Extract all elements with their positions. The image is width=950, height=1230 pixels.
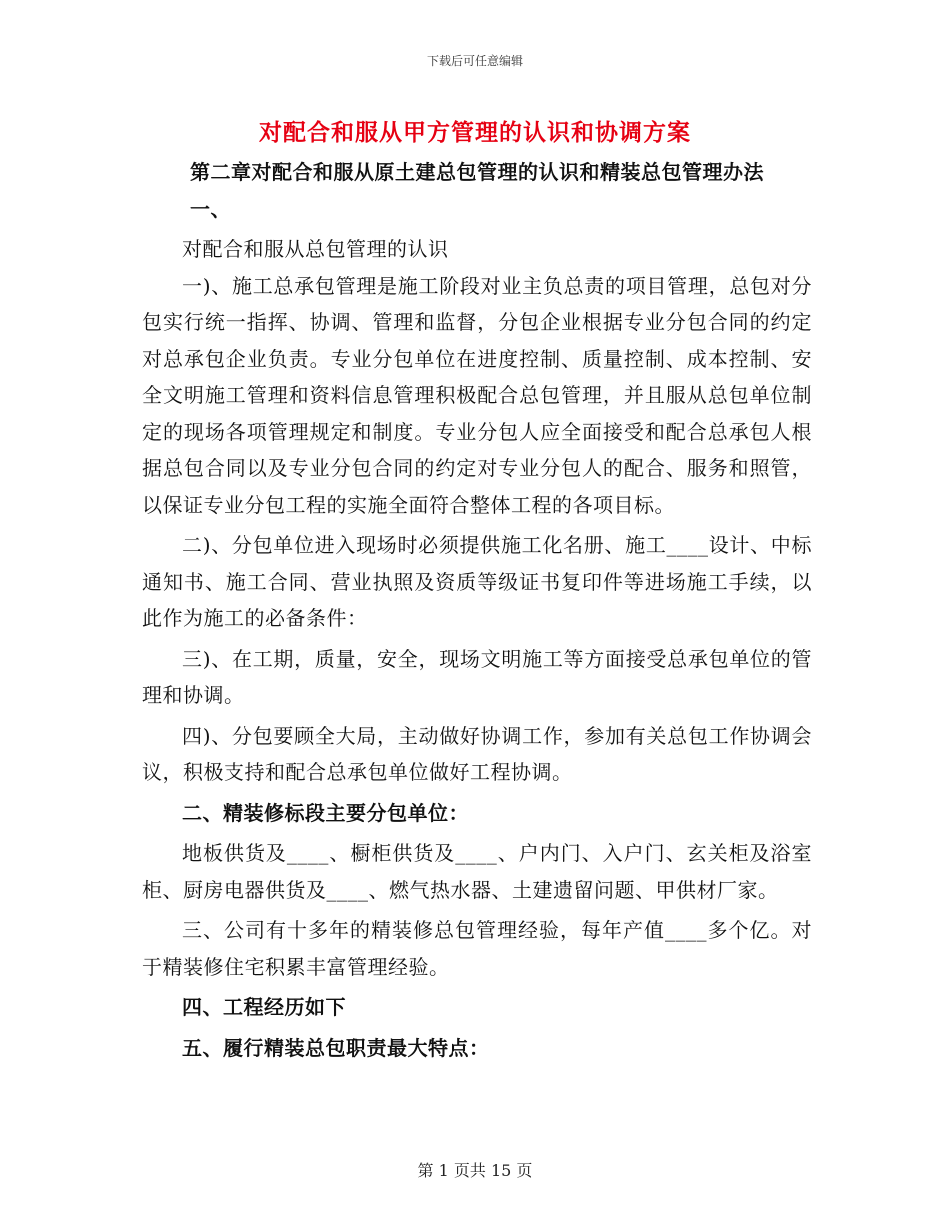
section-5-heading: 五、履行精装总包职责最大特点： <box>182 1035 490 1060</box>
section-2-heading: 二、精装修标段主要分包单位： <box>182 800 469 825</box>
document-body <box>142 154 812 1066</box>
paragraph-2: 二)、分包单位进入现场时必须提供施工化名册、施工____设计、中标通知书、施工合同、营业执照及资质等级证书复印件等进场施工手续，以此作为施工的必备条件： <box>142 533 812 630</box>
paragraph-6: 三、公司有十多年的精装修总包管理经验，每年产值____多个亿。对于精装修住宅积累丰富管理经验。 <box>142 918 812 979</box>
document-title: 对配合和服从甲方管理的认识和协调方案 <box>259 119 691 146</box>
paragraph-1: 一)、施工总承包管理是施工阶段对业主负总责的项目管理，总包对分包实行统一指挥、协调、管理和监督，分包企业根据专业分包合同的约定对总承包企业负责。专业分包单位在进度控制、质量控制、成本控制、安全文明施工管理和资料信息管理积极配合总包管理，并且服从总包单位制定的现场各项管理规定和制度。专业分包人应全面接受和配合总承包人根据总包合同以及专业分包合同的约定对专业分包人的配合、服务和照管，以保证专业分包工程的实施全面符合整体工程的各项目标。 <box>142 273 812 517</box>
section-1-subheading: 对配合和服从总包管理的认识 <box>182 237 449 261</box>
chapter-heading: 第二章对配合和服从原土建总包管理的认识和精装总包管理办法 <box>190 160 764 184</box>
paragraph-4: 四)、分包要顾全大局，主动做好协调工作，参加有关总包工作协调会议，积极支持和配合总承包单位做好工程协调。 <box>142 723 812 784</box>
page-header: 下载后可任意编辑 <box>426 54 523 68</box>
paragraph-3: 三)、在工期，质量，安全，现场文明施工等方面接受总承包单位的管理和协调。 <box>142 646 812 707</box>
section-1-heading: 一、 <box>190 196 231 221</box>
page-footer: 第 1 页共 15 页 <box>417 1161 533 1180</box>
section-4-heading: 四、工程经历如下 <box>182 995 346 1019</box>
paragraph-5: 地板供货及____、橱柜供货及____、户内门、入户门、玄关柜及浴室柜、厨房电器供货及____、燃气热水器、土建遗留问题、甲供材厂家。 <box>142 841 812 902</box>
